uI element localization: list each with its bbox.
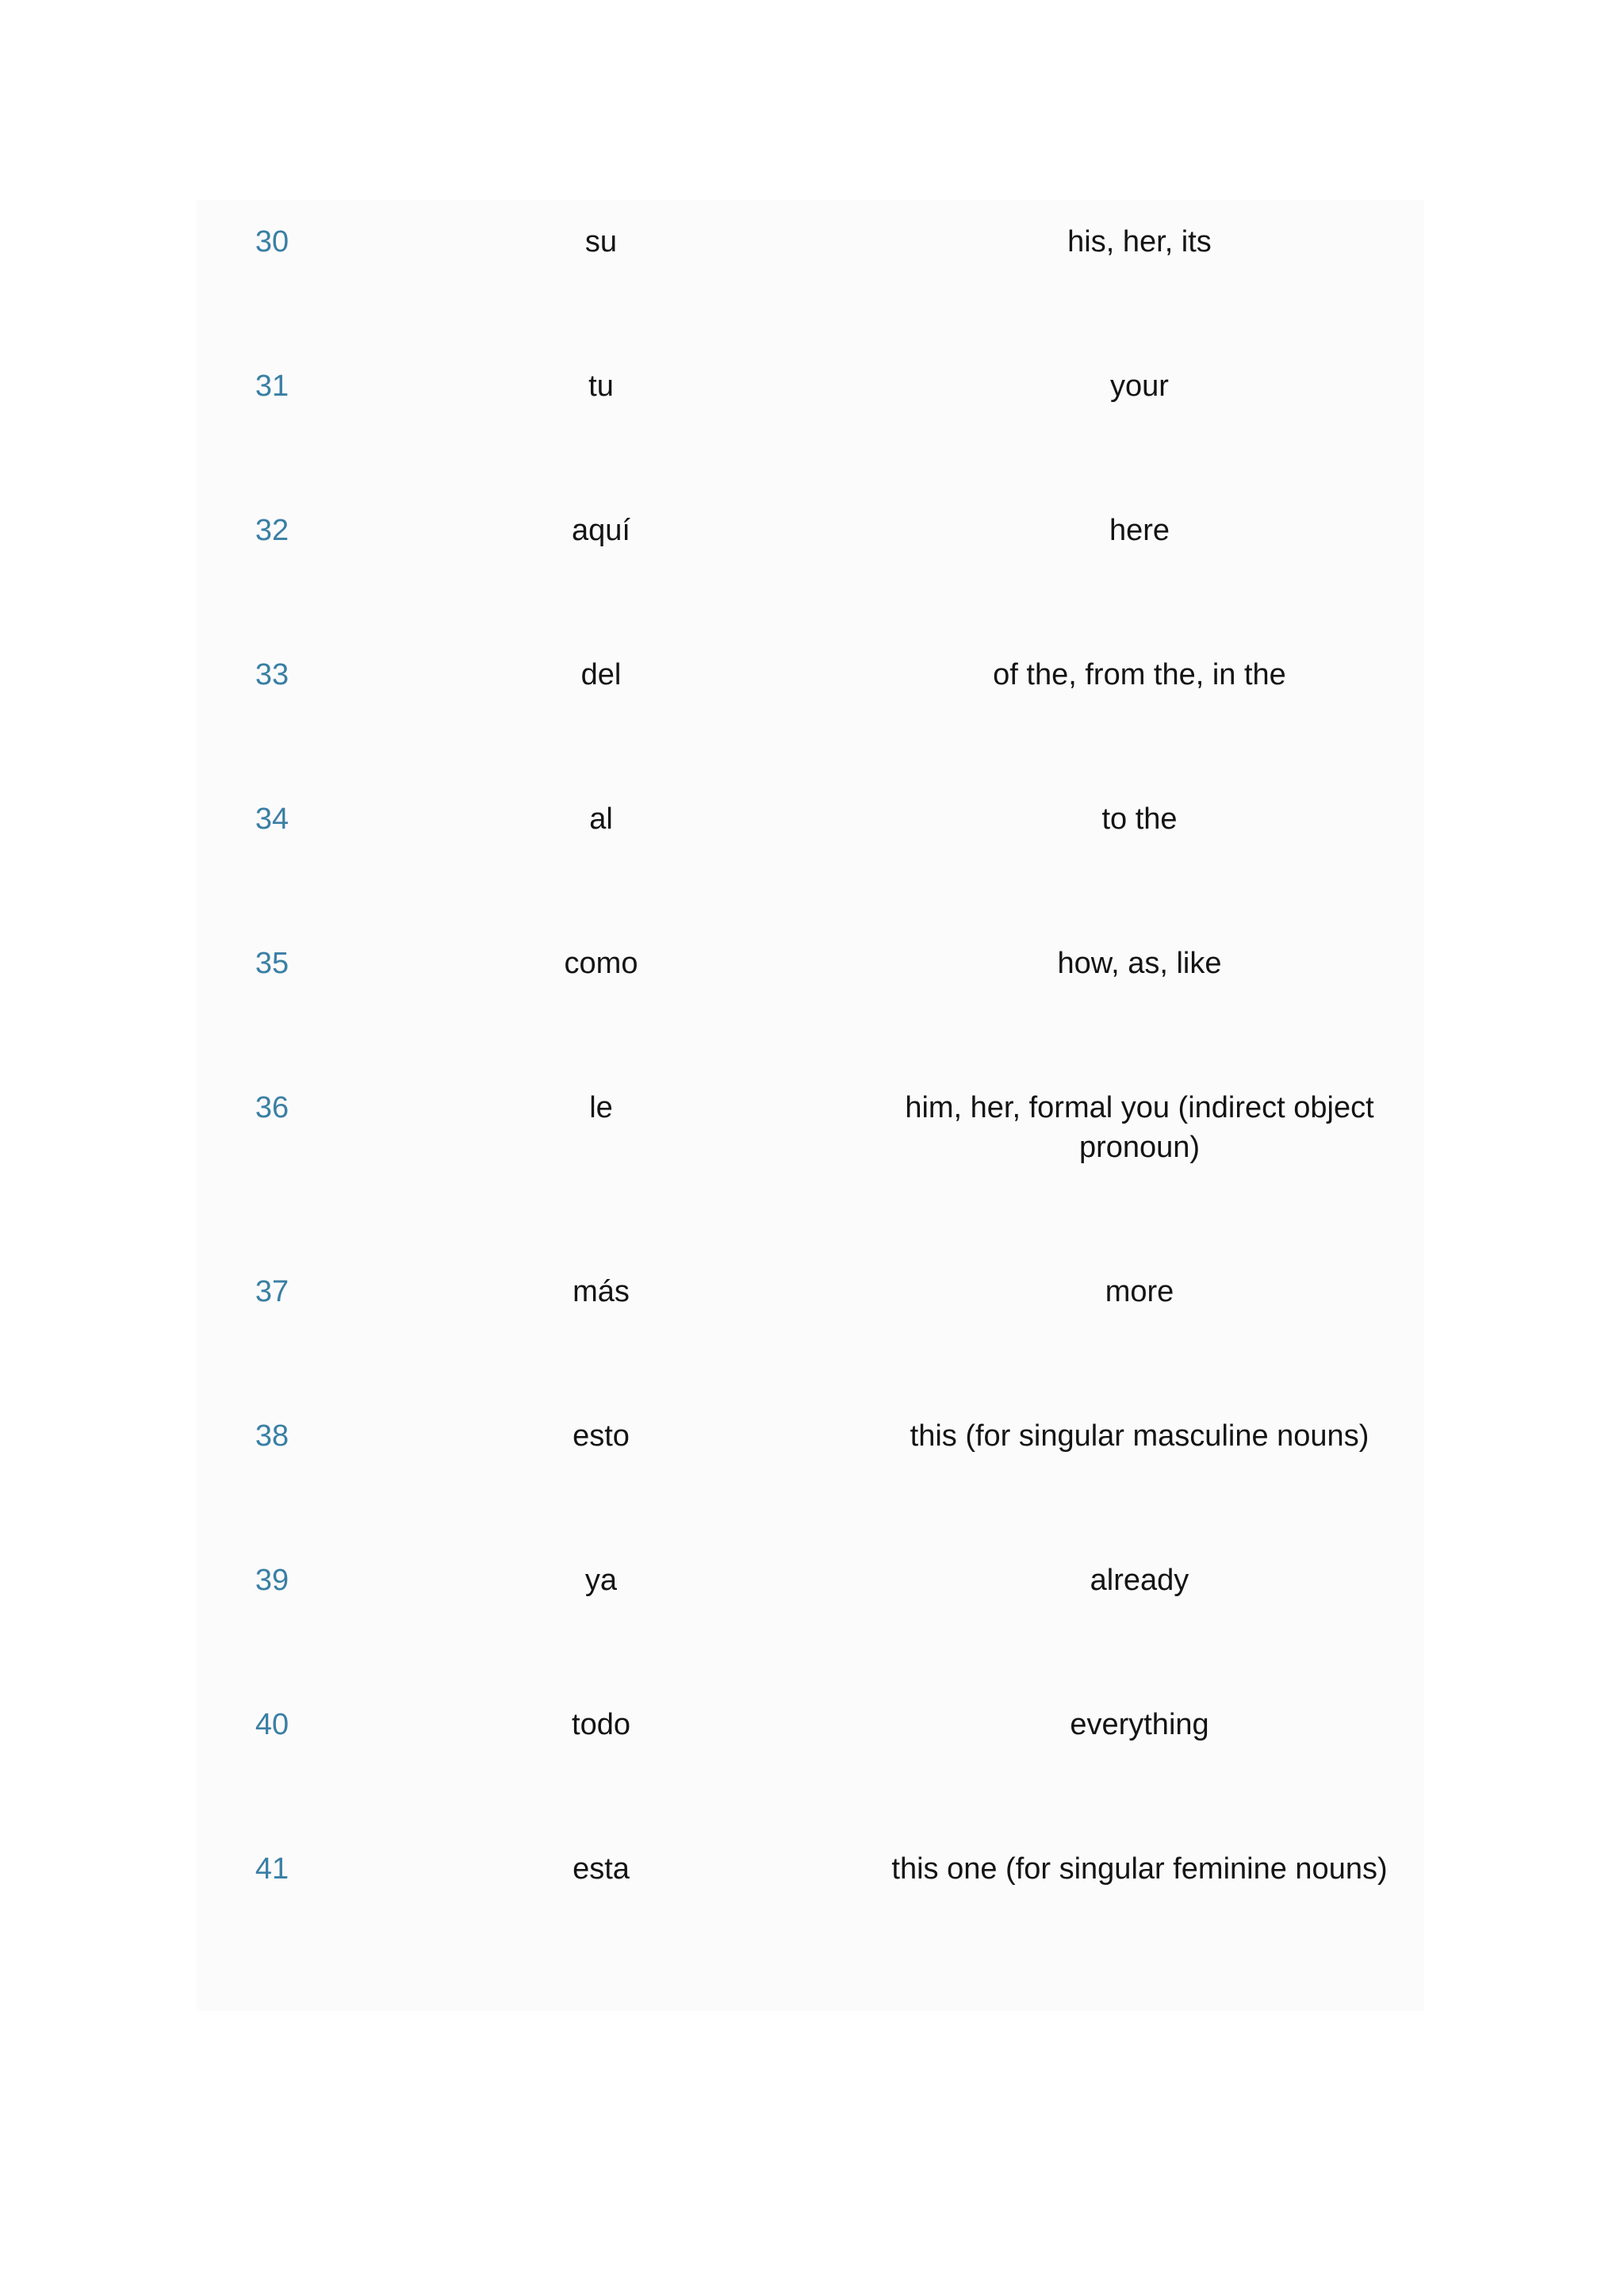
- table-row: [197, 1683, 1424, 1827]
- english-translation: [855, 1538, 1424, 1683]
- spanish-word: todo: [572, 1708, 630, 1741]
- row-number: 41: [255, 1852, 289, 1886]
- row-number: 38: [255, 1419, 289, 1453]
- table-row: [197, 1538, 1424, 1683]
- english-translation-text: everything: [1070, 1708, 1209, 1741]
- english-translation-text: your: [1110, 370, 1169, 403]
- english-translation-text: here: [1109, 514, 1170, 547]
- table-row: [197, 344, 1424, 488]
- english-translation-text: this (for singular masculine nouns): [910, 1419, 1369, 1453]
- english-translation-text: already: [1090, 1564, 1189, 1597]
- spanish-word: al: [589, 802, 613, 836]
- row-number: 34: [255, 802, 289, 836]
- spanish-word: esto: [573, 1419, 630, 1453]
- row-number: 40: [255, 1708, 289, 1741]
- english-translation: [855, 344, 1424, 488]
- spanish-word: ya: [584, 1564, 618, 1597]
- vocabulary-table: [197, 200, 1424, 2011]
- english-translation: [855, 777, 1424, 921]
- english-translation: [855, 200, 1424, 344]
- table-row: [197, 1827, 1424, 2011]
- row-number: 30: [255, 225, 289, 259]
- spanish-word: esta: [573, 1852, 630, 1886]
- table-row: [197, 633, 1424, 777]
- english-translation-text: his, her, its: [1067, 225, 1212, 259]
- table-row: [197, 1250, 1424, 1394]
- english-translation-text: how, as, like: [1057, 947, 1222, 980]
- english-translation-text: to the: [1101, 802, 1178, 836]
- english-translation: [855, 633, 1424, 777]
- spanish-word: su: [584, 225, 618, 259]
- spanish-word: tu: [588, 370, 614, 403]
- table-row: [197, 488, 1424, 633]
- english-translation: [855, 1250, 1424, 1394]
- row-number: 37: [255, 1275, 289, 1308]
- spanish-word: aquí: [572, 514, 630, 547]
- english-translation-text: of the, from the, in the: [993, 658, 1286, 691]
- table-row: [197, 200, 1424, 344]
- row-number: 39: [255, 1564, 289, 1597]
- row-number: 31: [255, 370, 289, 403]
- english-translation: [855, 921, 1424, 1066]
- english-translation: [855, 488, 1424, 633]
- english-translation: [855, 1394, 1424, 1538]
- english-translation: [855, 1683, 1424, 1827]
- row-number: 32: [255, 514, 289, 547]
- table-row: [197, 1394, 1424, 1538]
- row-number: 33: [255, 658, 289, 691]
- english-translation: [855, 1827, 1424, 2011]
- english-translation-text: more: [1105, 1275, 1174, 1308]
- table-row: [197, 1066, 1424, 1250]
- row-number: 36: [255, 1091, 289, 1124]
- table-row: [197, 921, 1424, 1066]
- spanish-word: como: [564, 947, 638, 980]
- row-number: 35: [255, 947, 289, 980]
- english-translation: [855, 1066, 1424, 1250]
- table-row: [197, 777, 1424, 921]
- english-translation-text: him, her, formal you (indirect object pronoun): [905, 1091, 1374, 1164]
- english-translation-text: this one (for singular feminine nouns): [891, 1852, 1388, 1886]
- spanish-word: le: [589, 1091, 613, 1124]
- spanish-word: del: [580, 658, 622, 691]
- spanish-word: más: [573, 1275, 630, 1308]
